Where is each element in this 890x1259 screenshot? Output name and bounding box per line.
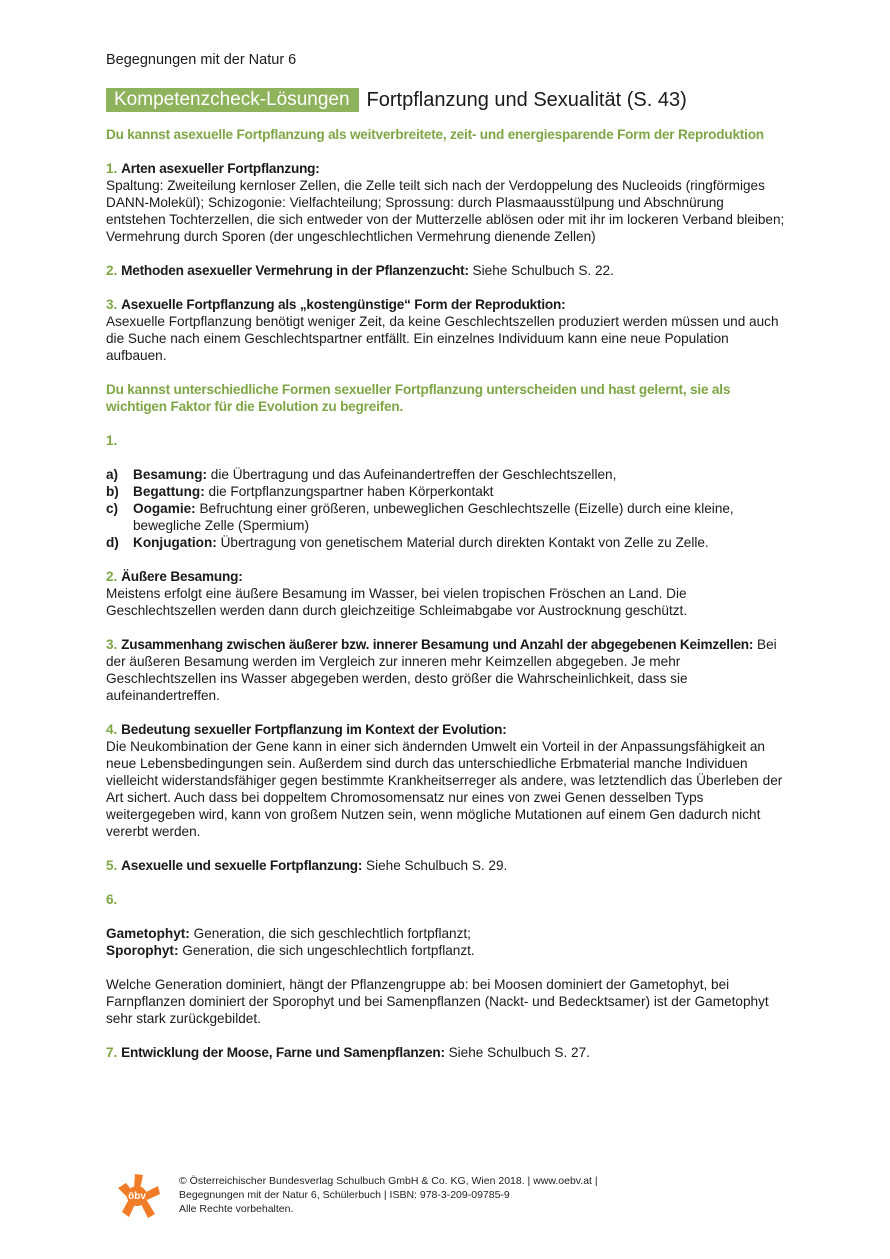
answer-2-breeding-methods [106, 262, 786, 279]
list-item [106, 466, 786, 483]
document-page [106, 50, 786, 1078]
answer-text: Die Neukombination der Gene kann in einer sich ändernden Umwelt ein Vorteil in der Anpassungsfähigkeit an neue Lebensbedingungen sein. Außerdem sind durch das unterschiedliche Erbmaterial manche Individuen vielleicht widerstandsfähiger gegen bestimmte Krankheitserreger als andere, was letztendlich das Überleben der Art sichert. Auch dass bei doppeltem Chromosomensatz nur eines von zwei Genen desselben Typs weitergegeben wird, kann von großem Nutzen sein, wenn mögliche Mutationen auf einem Gen dadurch nicht vererbt werden. [106, 739, 783, 839]
answer-heading [106, 262, 786, 279]
sporophyte-definition [106, 942, 786, 959]
answer-number: 2. [106, 263, 118, 278]
answer-3-germ-cells [106, 636, 786, 704]
answer-text: Meistens erfolgt eine äußere Besamung im Wasser, bei vielen tropischen Fröschen an Land. Die Geschlechtszellen werden dann durch gleichzeitige Schleimabgabe vor Austrocknung geschützt. [106, 586, 688, 618]
answer-number: 6. [106, 892, 118, 907]
item-term: Begattung: [133, 484, 205, 499]
gametophyte-definition [106, 925, 786, 942]
answer-title: Asexuelle Fortpflanzung als „kostengünstige“ Form der Reproduktion: [121, 297, 566, 312]
gametophyte-term: Gametophyt: [106, 926, 190, 941]
answer-title: Entwicklung der Moose, Farne und Samenpflanzen: [121, 1045, 445, 1060]
answer-heading [106, 1044, 786, 1061]
answer-3-cost-efficient [106, 296, 786, 364]
answer-number: 2. [106, 569, 118, 584]
gametophyte-text: Generation, die sich geschlechtlich fortpflanzt; [189, 926, 471, 941]
answer-title: Äußere Besamung: [121, 569, 243, 584]
item-term: Konjugation: [133, 535, 217, 550]
list-item [106, 483, 786, 500]
answer-title: Bedeutung sexueller Fortpflanzung im Kontext der Evolution: [121, 722, 507, 737]
answer-text: Bei der äußeren Besamung werden im Vergleich zur inneren mehr Keimzellen abgegeben. Je mehr Geschlechtszellen ins Wasser abgegeben werden, desto größer die Wahrscheinlichkeit, dass sie aufeinandertreffen. [106, 637, 777, 703]
section-badge: Kompetenzcheck-Lösungen [106, 88, 359, 112]
answer-number: 3. [106, 297, 118, 312]
copyright-line-3: Alle Rechte vorbehalten. [179, 1203, 294, 1215]
item-letter: d) [106, 535, 119, 550]
item-text: die Übertragung und das Aufeinandertreffen der Geschlechtszellen, [207, 467, 617, 482]
answer-number: 5. [106, 858, 118, 873]
answer-2-external-fertilization [106, 568, 786, 619]
competence-intro-1: Du kannst asexuelle Fortpflanzung als weitverbreitete, zeit- und energiesparende Form der Reproduktion [106, 127, 764, 142]
answer-4-evolution [106, 721, 786, 840]
sporophyte-text: Generation, die sich ungeschlechtlich fortpflanzt. [178, 943, 475, 958]
answer-heading [106, 296, 786, 313]
page-title: Fortpflanzung und Sexualität (S. 43) [366, 89, 687, 111]
copyright-line-2: Begegnungen mit der Natur 6, Schülerbuch | ISBN: 978-3-209-09785-9 [179, 1189, 510, 1201]
running-head: Begegnungen mit der Natur 6 [106, 52, 297, 68]
answer-heading [106, 721, 786, 738]
answer-6-number [106, 891, 786, 908]
item-letter: b) [106, 484, 119, 499]
answer-paragraph [106, 636, 786, 704]
answer-text: Siehe Schulbuch S. 27. [444, 1045, 590, 1060]
definition-list [106, 466, 786, 551]
answer-number: 1. [106, 161, 118, 176]
competence-intro-2: Du kannst unterschiedliche Formen sexueller Fortpflanzung unterscheiden und hast gelernt, sie als wichtigen Faktor für die Evolution zu begreifen. [106, 382, 731, 414]
item-text: Übertragung von genetischem Material durch direkten Kontakt von Zelle zu Zelle. [216, 535, 709, 550]
answer-6-dominance [106, 976, 786, 1027]
answer-1-sexual-forms [106, 432, 786, 449]
answer-title: Arten asexueller Fortpflanzung: [121, 161, 320, 176]
answer-text: Welche Generation dominiert, hängt der Pflanzengruppe ab: bei Moosen dominiert der Gametophyt, bei Farnpflanzen dominiert der Sporophyt und bei Samenpflanzen (Nackt- und Bedecktsamer) ist der Gametophyt sehr stark zurückgebildet. [106, 977, 769, 1026]
answer-7-development [106, 1044, 786, 1061]
answer-text: Spaltung: Zweiteilung kernloser Zellen, die Zelle teilt sich nach der Verdoppelung des Nucleoids (ringförmiges DANN-Molekül); Schizogonie: Vielfachteilung; Sprossung: durch Plasmaausstülpung und Abschnürung entstehen Tochterzellen, die sich entweder von der Mutterzelle ablösen oder mit ihr im lockeren Verband bleiben; Vermehrung durch Sporen (der ungeschlechtlichen Vermehrung dienende Zellen) [106, 178, 785, 244]
copyright-text [179, 1174, 598, 1216]
item-term: Besamung: [133, 467, 208, 482]
copyright-line-1: © Österreichischer Bundesverlag Schulbuch GmbH & Co. KG, Wien 2018. | www.oebv.at | [179, 1175, 598, 1187]
logo-text: öbv [128, 1191, 146, 1202]
item-text: die Fortpflanzungspartner haben Körperkontakt [204, 484, 494, 499]
answer-6-definitions [106, 925, 786, 959]
answer-text: Asexuelle Fortpflanzung benötigt weniger Zeit, da keine Geschlechtszellen produziert werden müssen und auch die Suche nach einem Geschlechtspartner entfällt. Ein einzelnes Individuum kann eine neue Population aufbauen. [106, 314, 779, 363]
answer-number: 3. [106, 637, 118, 652]
item-text: Befruchtung einer größeren, unbeweglichen Geschlechtszelle (Eizelle) durch eine kleine, bewegliche Zelle (Spermium) [133, 501, 734, 533]
answer-heading [106, 857, 786, 874]
answer-title: Asexuelle und sexuelle Fortpflanzung: [121, 858, 363, 873]
answer-1-asexual-types [106, 160, 786, 245]
item-letter: a) [106, 467, 119, 482]
answer-title: Zusammenhang zwischen äußerer bzw. innerer Besamung und Anzahl der abgegebenen Keimzellen: [121, 637, 754, 652]
item-letter: c) [106, 501, 119, 516]
page-footer [113, 1172, 753, 1222]
sporophyte-term: Sporophyt: [106, 943, 179, 958]
title-row [106, 88, 786, 112]
answer-5-comparison [106, 857, 786, 874]
item-term: Oogamie: [133, 501, 196, 516]
list-item [106, 534, 786, 551]
answer-text: Siehe Schulbuch S. 22. [468, 263, 614, 278]
list-item [106, 500, 786, 534]
answer-number: 4. [106, 722, 118, 737]
answer-number: 7. [106, 1045, 118, 1060]
oebv-logo-icon [113, 1172, 161, 1220]
answer-text: Siehe Schulbuch S. 29. [362, 858, 508, 873]
answer-number: 1. [106, 433, 118, 448]
answer-heading [106, 160, 786, 177]
answer-title: Methoden asexueller Vermehrung in der Pflanzenzucht: [121, 263, 469, 278]
answer-heading [106, 568, 786, 585]
